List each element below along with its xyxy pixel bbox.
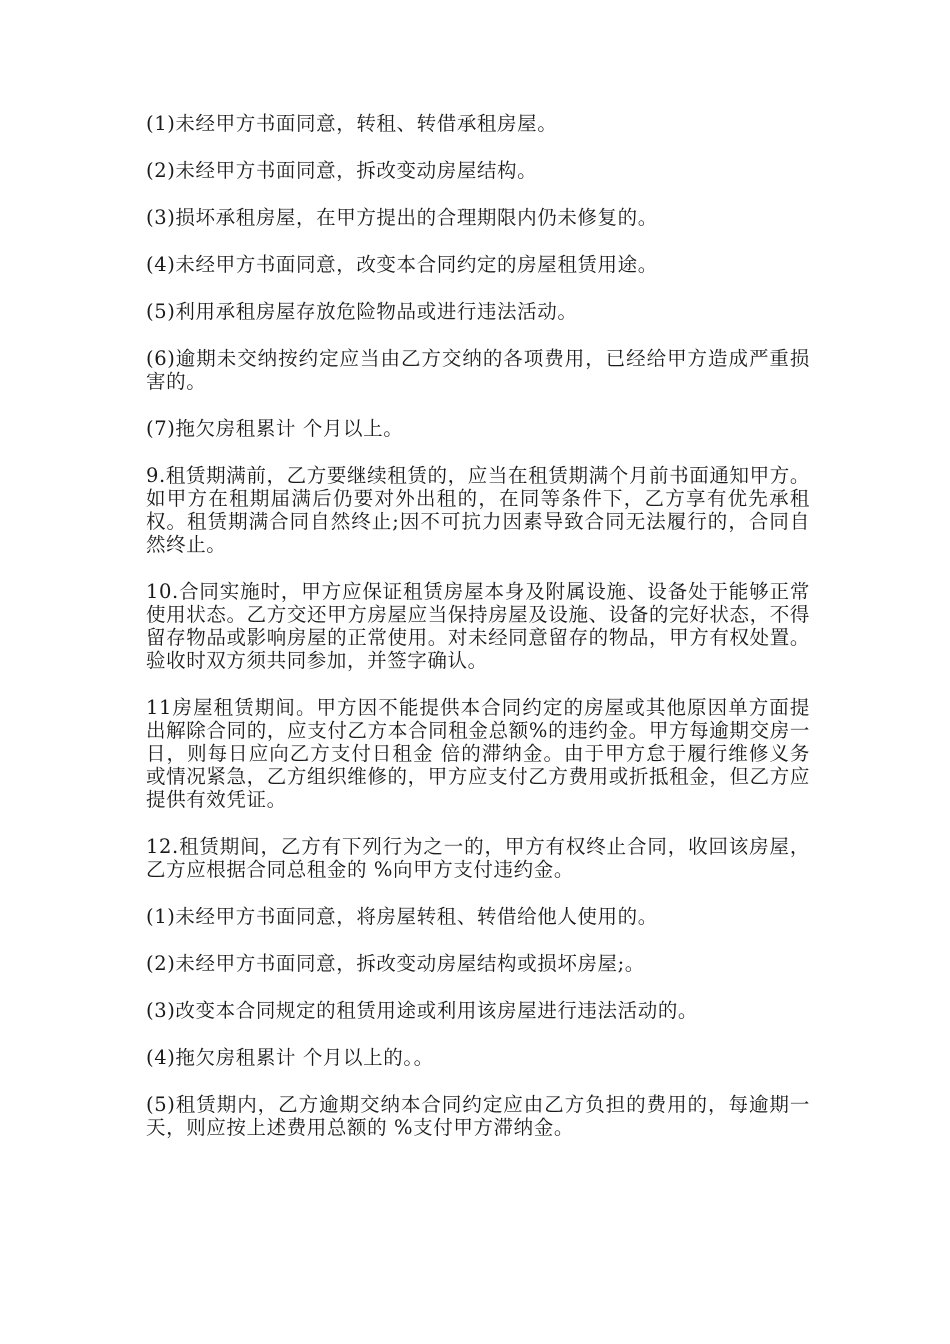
paragraph-1: (1)未经甲方书面同意，转租、转借承租房屋。 [146, 112, 558, 135]
paragraph-6: (6)逾期未交纳按约定应当由乙方交纳的各项费用，已经给甲方造成严重损害的。 [146, 347, 810, 393]
paragraph-5: (5)利用承租房屋存放危险物品或进行违法活动。 [146, 300, 578, 323]
paragraph-2: (2)未经甲方书面同意，拆改变动房屋结构。 [146, 159, 538, 182]
paragraph-3: (3)损坏承租房屋，在甲方提出的合理期限内仍未修复的。 [146, 206, 658, 229]
paragraph-12-item-5: (5)租赁期内，乙方逾期交纳本合同约定应由乙方负担的费用的，每逾期一天，则应按上述费用总额的 %支付甲方滞纳金。 [146, 1093, 810, 1139]
paragraph-clause-10: 10.合同实施时，甲方应保证租赁房屋本身及附属设施、设备处于能够正常使用状态。乙方交还甲方房屋应当保持房屋及设施、设备的完好状态，不得留存物品或影响房屋的正常使用。对未经同意留存的物品，甲方有权处置。验收时双方须共同参加，并签字确认。 [146, 580, 810, 672]
paragraph-clause-11: 11房屋租赁期间。甲方因不能提供本合同约定的房屋或其他原因单方面提出解除合同的，应支付乙方本合同租金总额%的违约金。甲方每逾期交房一日，则每日应向乙方支付日租金 倍的滞纳金。由于甲方怠于履行维修义务或情况紧急，乙方组织维修的，甲方应支付乙方费用或折抵租金，但乙方应提供有效凭证。 [146, 696, 810, 811]
paragraph-clause-12: 12.租赁期间，乙方有下列行为之一的，甲方有权终止合同，收回该房屋，乙方应根据合同总租金的 %向甲方支付违约金。 [146, 835, 810, 881]
paragraph-12-item-2: (2)未经甲方书面同意，拆改变动房屋结构或损坏房屋;。 [146, 952, 645, 975]
paragraph-12-item-4: (4)拖欠房租累计 个月以上的。。 [146, 1046, 434, 1069]
paragraph-4: (4)未经甲方书面同意，改变本合同约定的房屋租赁用途。 [146, 253, 658, 276]
paragraph-clause-9: 9.租赁期满前，乙方要继续租赁的，应当在租赁期满个月前书面通知甲方。如甲方在租期届满后仍要对外出租的，在同等条件下，乙方享有优先承租权。租赁期满合同自然终止;因不可抗力因素导致合同无法履行的，合同自然终止。 [146, 464, 810, 556]
paragraph-12-item-3: (3)改变本合同规定的租赁用途或利用该房屋进行违法活动的。 [146, 999, 699, 1022]
paragraph-12-item-1: (1)未经甲方书面同意，将房屋转租、转借给他人使用的。 [146, 905, 658, 928]
document-body [146, 112, 810, 1163]
paragraph-7: (7)拖欠房租累计 个月以上。 [146, 417, 404, 440]
